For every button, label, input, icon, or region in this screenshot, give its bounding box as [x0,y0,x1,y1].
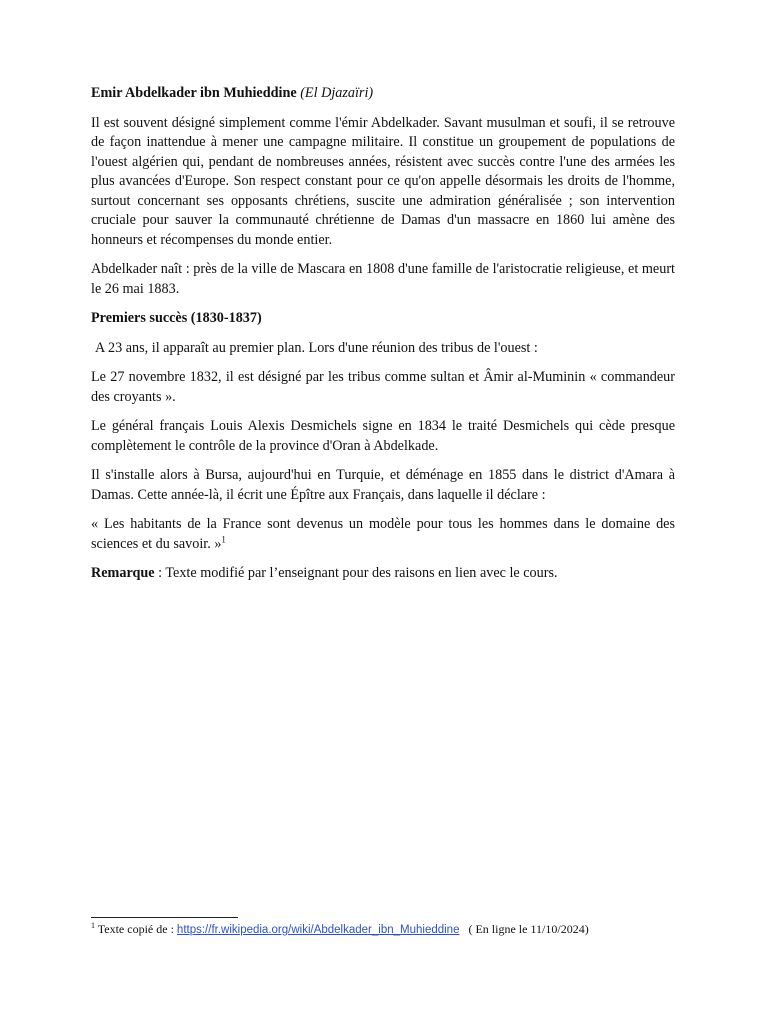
title-subtitle: (El Djazaïri) [300,85,374,101]
section-heading: Premiers succès (1830-1837) [91,310,262,326]
document-body [91,84,675,594]
footnote-link[interactable]: https://fr.wikipedia.org/wiki/Abdelkader_ibn_Muhieddine [176,924,460,936]
footnote-prefix: Texte copié de : [95,922,177,936]
footnote-reference[interactable]: 1 [221,533,226,544]
title-name: Emir Abdelkader ibn Muhieddine [91,85,297,101]
document-title [91,84,675,104]
remark-paragraph [91,564,675,584]
remark-label: Remarque [91,565,155,581]
section-paragraph: Le général français Louis Alexis Desmichels signe en 1834 le traité Desmichels qui cède presque complètement le contrôle de la province d'Oran à Abdelkade. [91,418,675,454]
intro-paragraph: Il est souvent désigné simplement comme l'émir Abdelkader. Savant musulman et soufi, il se retrouve de façon inattendue à mener une campagne militaire. Il constitue un groupement de populations de l'ouest algérien qui, pendant de nombreuses années, résistent avec succès contre l'une des armées les plus avancées d'Europe. Son respect constant pour ce qu'on appelle désormais les droits de l'homme, surtout concernant ses opposants chrétiens, suscite une admiration généralisée ; son intervention cruciale pour sauver la communauté chrétienne de Damas d'un massacre en 1860 lui amène des honneurs et récompenses du monde entier. [91,114,675,248]
quote-text: « Les habitants de la France sont devenus un modèle pour tous les hommes dans le domaine des sciences et du savoir. » [91,516,675,552]
section-paragraph: Il s'installe alors à Bursa, aujourd'hui en Turquie, et déménage en 1855 dans le district d'Amara à Damas. Cette année-là, il écrit une Épître aux Français, dans laquelle il déclare : [91,467,675,503]
birth-paragraph: Abdelkader naît : près de la ville de Mascara en 1808 d'une famille de l'aristocratie religieuse, et meurt le 26 mai 1883. [91,261,675,297]
section-paragraph: A 23 ans, il apparaît au premier plan. Lors d'une réunion des tribus de l'ouest : [95,339,538,356]
footnote-separator [91,917,238,918]
footnote [91,921,691,938]
section-paragraph: Le 27 novembre 1832, il est désigné par les tribus comme sultan et Âmir al-Muminin « commandeur des croyants ». [91,369,675,405]
quote-paragraph [91,515,675,554]
remark-text: : Texte modifié par l’enseignant pour des raisons en lien avec le cours. [154,565,558,581]
footnote-suffix: ( En ligne le 11/10/2024) [465,922,589,936]
footnote-number: 1 [91,921,95,930]
